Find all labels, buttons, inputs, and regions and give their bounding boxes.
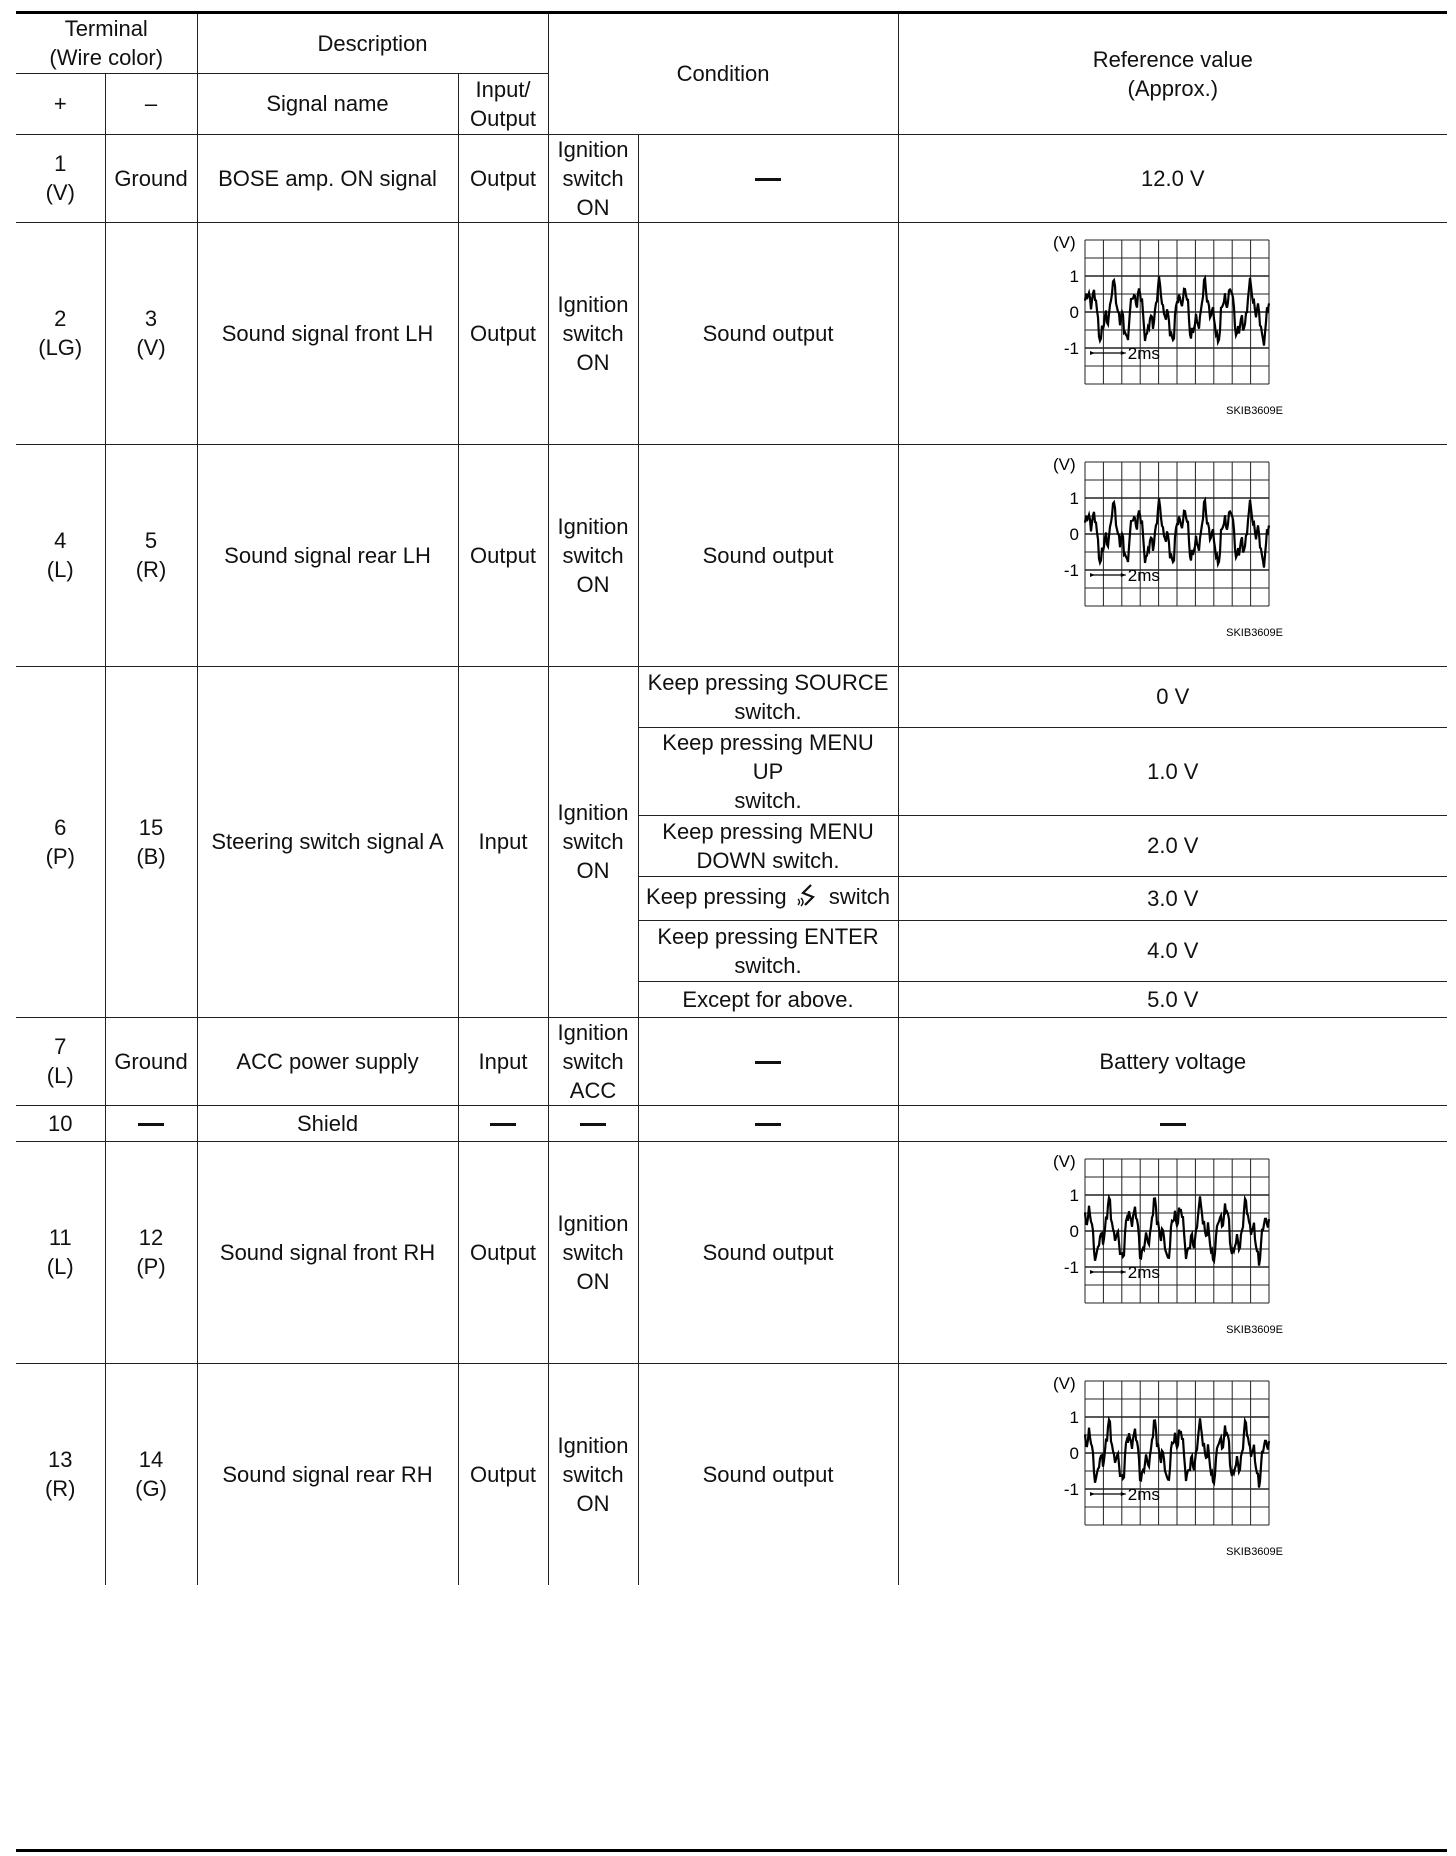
table-row xyxy=(16,1017,1447,1105)
minus-terminal: Ground xyxy=(105,1017,197,1105)
table-row xyxy=(16,666,1447,727)
voice-switch-icon xyxy=(795,883,821,914)
io-type: Output xyxy=(458,222,548,444)
ignition-state: Ignition switch ACC xyxy=(548,1017,638,1105)
plus-terminal: 7 (L) xyxy=(16,1017,105,1105)
figure-code: SKIB3609E xyxy=(1225,1546,1283,1559)
figure-code: SKIB3609E xyxy=(1225,627,1283,639)
signal-name: ACC power supply xyxy=(197,1017,458,1105)
ignition-state: Ignition switch ON xyxy=(548,134,638,222)
plus-terminal: 13 (R) xyxy=(16,1363,105,1585)
table-row xyxy=(16,1141,1447,1363)
io-type: Input xyxy=(458,666,548,1017)
y-tick-label: -1 xyxy=(1063,1258,1079,1277)
io-type: Input xyxy=(458,1017,548,1105)
table-row xyxy=(16,1105,1447,1141)
minus-header: – xyxy=(105,73,197,134)
condition: Keep pressing MENU DOWN switch. xyxy=(638,815,898,876)
reference-waveform-cell xyxy=(898,444,1447,666)
bottom-rule xyxy=(16,1849,1447,1852)
time-arrow-left xyxy=(1090,1270,1095,1274)
table-row xyxy=(16,1363,1447,1585)
y-unit-label: (V) xyxy=(1052,455,1076,474)
reference-value: 0 V xyxy=(898,666,1447,727)
minus-terminal: 15 (B) xyxy=(105,666,197,1017)
io-type: Output xyxy=(458,1363,548,1585)
condition xyxy=(638,1105,898,1141)
condition-header: Condition xyxy=(548,14,898,134)
signal-name: Steering switch signal A xyxy=(197,666,458,1017)
dash-mark xyxy=(490,1123,516,1126)
ignition-state: Ignition switch ON xyxy=(548,222,638,444)
time-scale-label: 2ms xyxy=(1127,566,1160,585)
time-scale-label: 2ms xyxy=(1127,1263,1160,1282)
waveform-figure xyxy=(1043,1369,1303,1579)
io-type: Output xyxy=(458,444,548,666)
minus-terminal: 12 (P) xyxy=(105,1141,197,1363)
y-unit-label: (V) xyxy=(1052,233,1076,252)
y-tick-label: 1 xyxy=(1069,1408,1079,1428)
plus-terminal: 1 (V) xyxy=(16,134,105,222)
ignition-state: Ignition switch ON xyxy=(548,666,638,1017)
time-arrow-right xyxy=(1121,573,1126,577)
waveform-figure xyxy=(1043,450,1303,660)
condition xyxy=(638,134,898,222)
condition: Keep pressing MENU UP switch. xyxy=(638,727,898,815)
condition: Sound output xyxy=(638,1141,898,1363)
minus-terminal: 5 (R) xyxy=(105,444,197,666)
time-arrow-left xyxy=(1090,1492,1095,1496)
io-type: Output xyxy=(458,1141,548,1363)
reference-waveform-cell xyxy=(898,222,1447,444)
y-tick-label: 0 xyxy=(1069,1444,1079,1464)
figure-code: SKIB3609E xyxy=(1225,405,1283,417)
signal-name: Sound signal front RH xyxy=(197,1141,458,1363)
y-unit-label: (V) xyxy=(1052,1374,1076,1394)
signal-name: Sound signal front LH xyxy=(197,222,458,444)
reference-waveform-cell xyxy=(898,1141,1447,1363)
figure-code: SKIB3609E xyxy=(1225,1324,1283,1336)
time-arrow-right xyxy=(1121,351,1126,355)
reference-value xyxy=(898,1105,1447,1141)
plus-terminal: 2 (LG) xyxy=(16,222,105,444)
waveform-figure xyxy=(1043,228,1303,438)
dash-mark xyxy=(138,1123,164,1126)
table-row xyxy=(16,134,1447,222)
reference-value: 3.0 V xyxy=(898,876,1447,920)
y-tick-label: -1 xyxy=(1063,561,1079,580)
dash-mark xyxy=(755,1123,781,1126)
condition: Sound output xyxy=(638,222,898,444)
condition: Sound output xyxy=(638,444,898,666)
minus-terminal: Ground xyxy=(105,134,197,222)
time-scale-label: 2ms xyxy=(1127,1485,1160,1505)
ignition-state: Ignition switch ON xyxy=(548,1141,638,1363)
time-arrow-left xyxy=(1090,351,1095,355)
plus-terminal: 11 (L) xyxy=(16,1141,105,1363)
reference-value: 12.0 V xyxy=(898,134,1447,222)
plus-terminal: 4 (L) xyxy=(16,444,105,666)
signal-name: BOSE amp. ON signal xyxy=(197,134,458,222)
y-tick-label: 1 xyxy=(1069,1186,1079,1205)
time-scale-label: 2ms xyxy=(1127,344,1160,363)
reference-value: 2.0 V xyxy=(898,815,1447,876)
y-tick-label: 0 xyxy=(1069,1222,1079,1241)
reference-value: 1.0 V xyxy=(898,727,1447,815)
description-header: Description xyxy=(197,14,548,73)
reference-waveform-cell xyxy=(898,1363,1447,1585)
reference-value: Battery voltage xyxy=(898,1017,1447,1105)
condition xyxy=(638,1017,898,1105)
ignition-state: Ignition switch ON xyxy=(548,444,638,666)
reference-header: Reference value (Approx.) xyxy=(898,14,1447,134)
terminal-reference-table xyxy=(16,14,1447,1585)
y-unit-label: (V) xyxy=(1052,1152,1076,1171)
condition-dash xyxy=(755,1061,781,1064)
header-row-1 xyxy=(16,14,1447,73)
plus-header: + xyxy=(16,73,105,134)
condition: Sound output xyxy=(638,1363,898,1585)
y-tick-label: 0 xyxy=(1069,303,1079,322)
time-arrow-right xyxy=(1121,1492,1126,1496)
condition: Keep pressing ENTER switch. xyxy=(638,920,898,981)
ignition-state xyxy=(548,1105,638,1141)
y-tick-label: -1 xyxy=(1063,1480,1079,1500)
y-tick-label: -1 xyxy=(1063,339,1079,358)
condition-dash xyxy=(755,178,781,181)
time-arrow-right xyxy=(1121,1270,1126,1274)
ignition-state: Ignition switch ON xyxy=(548,1363,638,1585)
condition: Keep pressing SOURCE switch. xyxy=(638,666,898,727)
signal-name: Shield xyxy=(197,1105,458,1141)
dash-mark xyxy=(580,1123,606,1126)
plus-terminal: 6 (P) xyxy=(16,666,105,1017)
minus-terminal: 14 (G) xyxy=(105,1363,197,1585)
y-tick-label: 0 xyxy=(1069,525,1079,544)
reference-value: 5.0 V xyxy=(898,981,1447,1017)
reference-value: 4.0 V xyxy=(898,920,1447,981)
waveform-figure xyxy=(1043,1147,1303,1357)
minus-terminal: 3 (V) xyxy=(105,222,197,444)
condition: Keep pressing switch xyxy=(638,876,898,920)
io-type xyxy=(458,1105,548,1141)
dash-mark xyxy=(1160,1123,1186,1126)
table-row xyxy=(16,444,1447,666)
io-header: Input/ Output xyxy=(458,73,548,134)
y-tick-label: 1 xyxy=(1069,267,1079,286)
terminal-header: Terminal (Wire color) xyxy=(16,14,197,73)
table-row xyxy=(16,222,1447,444)
signal-name: Sound signal rear LH xyxy=(197,444,458,666)
condition: Except for above. xyxy=(638,981,898,1017)
y-tick-label: 1 xyxy=(1069,489,1079,508)
signal-name-header: Signal name xyxy=(197,73,458,134)
time-arrow-left xyxy=(1090,573,1095,577)
minus-terminal xyxy=(105,1105,197,1141)
plus-terminal: 10 xyxy=(16,1105,105,1141)
signal-name: Sound signal rear RH xyxy=(197,1363,458,1585)
io-type: Output xyxy=(458,134,548,222)
